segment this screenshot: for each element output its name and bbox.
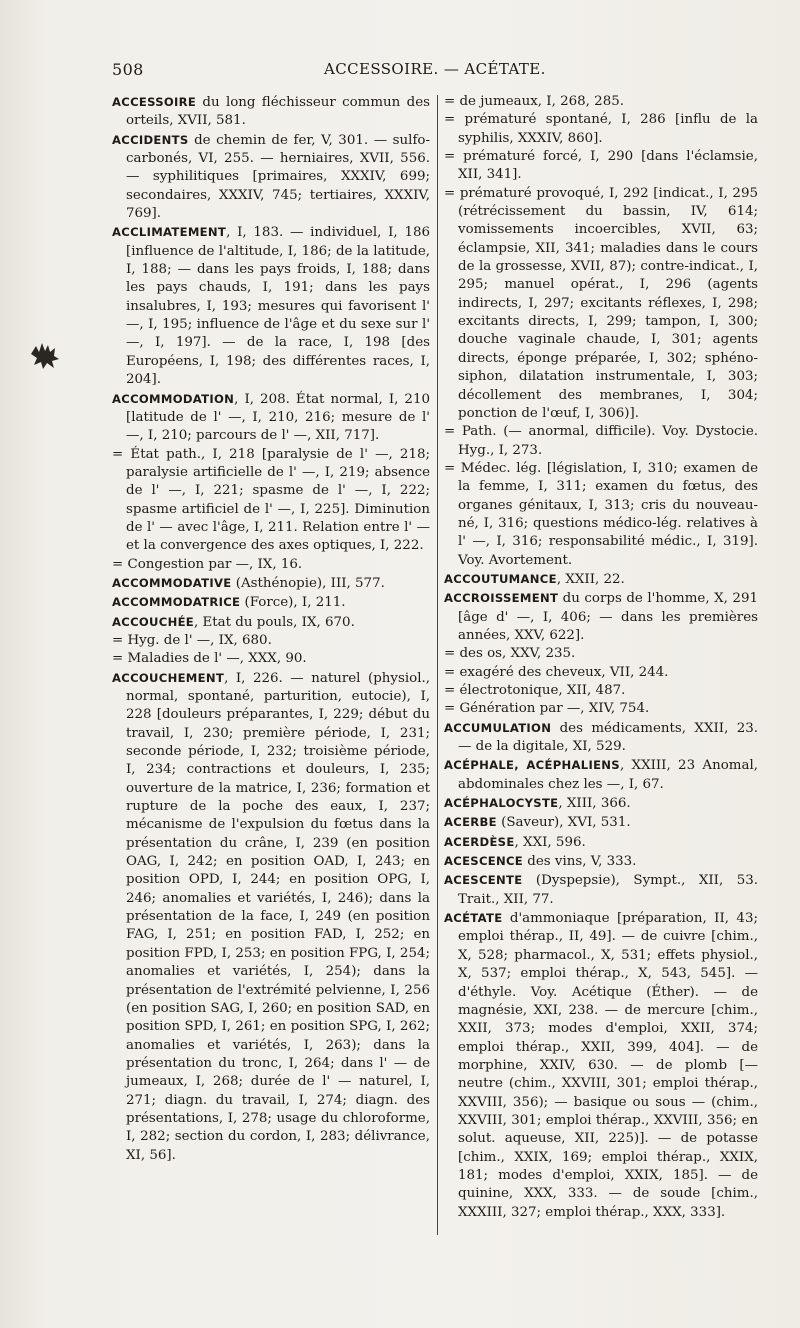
left-column xyxy=(112,93,430,1165)
entry-text: = prématuré provoqué, I, 292 [indicat., I, 295 (rétrécissement du bassin, IV, 614; vomissements incoercibles, XVII, 63; éclampsie, XII, 341; maladies dans le cours de la grossesse, XVII, 87); contre-indicat., I, 295; manuel opérat., I, 296 (agents indirects, I, 297; excitants réflexes, I, 298; excitants directs, I, 299; tampon, I, 300; douche vaginale chaude, I, 301; agents directs, éponge préparée, I, 302; sphéno-siphon, dilatation instrumentale, I, 303; décollement des membranes, I, 304; ponction de l'œuf, I, 306)]. xyxy=(444,185,758,421)
index-subentry xyxy=(444,664,758,682)
entry-text: = Médec. lég. [législation, I, 310; examen de la femme, I, 311; examen du fœtus, des organes génitaux, I, 313; cris du nouveau-né, I, 316; questions médico-lég. relatives à l' —, I, 316; responsabilité médic., I, 319]. Voy. Avortement. xyxy=(444,460,758,568)
index-entry xyxy=(112,223,430,389)
index-entry xyxy=(444,794,758,813)
entry-text: = État path., I, 218 [paralysie de l' —, 218; paralysie artificielle de l' —, I, 219; absence de l' —, I, 221; spasme de l' —, I, 222; spasme artificiel de l' —, I, 225]. Diminution de l' — avec l'âge, I, 211. Relation entre l' — et la convergence des axes optiques, I, 222. xyxy=(112,446,430,554)
index-entry xyxy=(112,613,430,632)
entry-text: = des os, XXV, 235. xyxy=(444,646,576,662)
entry-text: des vins, V, 333. xyxy=(523,854,637,870)
entry-text: = Congestion par —, IX, 16. xyxy=(112,556,303,572)
index-subentry xyxy=(444,423,758,460)
entry-text: , XIII, 366. xyxy=(558,796,631,812)
headword: ACESCENCE xyxy=(444,854,524,869)
index-entry xyxy=(444,909,758,1222)
headword: ACCOUCHÉE xyxy=(112,614,195,629)
headword: ACCIDENTS xyxy=(112,132,189,147)
headword: ACCOMMODATION xyxy=(112,391,235,406)
index-entry xyxy=(112,593,430,612)
index-subentry xyxy=(444,185,758,423)
index-subentry xyxy=(444,93,758,111)
entry-text: , XXII, 22. xyxy=(556,571,625,587)
entry-text: (Dyspepsie), Sympt., XII, 53. Trait., XII, 77. xyxy=(458,873,758,907)
ink-blot-mark xyxy=(28,340,62,370)
entry-text: de chemin de fer, V, 301. — sulfo-carbonés, VI, 255. — herniaires, XVII, 556. — syphilitiques [primaires, XXXIV, 699; secondaires, XXXIV, 745; tertiaires, XXXIV, 769]. xyxy=(126,132,430,222)
entry-text: , XXI, 596. xyxy=(514,834,586,850)
index-entry xyxy=(444,871,758,909)
index-subentry xyxy=(444,460,758,570)
entry-text: = Path. (— anormal, difficile). Voy. Dystocie. Hyg., I, 273. xyxy=(444,424,758,458)
headword: ACCUMULATION xyxy=(444,720,552,735)
headword: ACÉPHALOCYSTE xyxy=(444,796,559,811)
entry-text: = Génération par —, XIV, 754. xyxy=(444,701,650,717)
index-entry xyxy=(444,833,758,852)
entry-text: = de jumeaux, I, 268, 285. xyxy=(444,94,624,109)
entry-text: = Maladies de l' —, XXX, 90. xyxy=(112,651,307,667)
entry-text: du corps de l'homme, X, 291 [âge d' —, I, 406; — dans les premières années, XXV, 622]. xyxy=(458,591,758,643)
index-entry xyxy=(112,390,430,446)
entry-text: , I, 183. — individuel, I, 186 [influence de l'altitude, I, 186; de la latitude, I, 188; — dans les pays froids, I, 188; dans les pays chauds, I, 191; dans les pays insalubres, I, 193; mesures qui favorisent l' —, I, 195; influence de l'âge et du sexe sur l' —, I, 197]. — de la race, I, 198 [des Européens, I, 198; des différentes races, I, 204]. xyxy=(126,225,430,388)
entry-text: = Hyg. de l' —, IX, 680. xyxy=(112,632,272,648)
entry-text: = prématuré spontané, I, 286 [influ de la syphilis, XXXIV, 860]. xyxy=(444,112,758,146)
headword: ACCESSOIRE xyxy=(112,95,197,109)
column-divider xyxy=(437,95,438,1235)
entry-text: = prématuré forcé, I, 290 [dans l'éclamsie, XII, 341]. xyxy=(444,149,758,183)
headword: ACCOMMODATIVE xyxy=(112,575,232,590)
headword: ACERBE xyxy=(444,815,497,830)
index-subentry xyxy=(112,556,430,574)
headword: ACCLIMATEMENT xyxy=(112,225,227,240)
entry-text: (Saveur), XVI, 531. xyxy=(496,815,631,831)
index-entry xyxy=(112,669,430,1165)
entry-text: , XXIII, 23 Anomal, abdominales chez les —, I, 67. xyxy=(458,758,758,792)
headword: ACERDÈSE xyxy=(444,834,515,849)
headword: ACCROISSEMENT xyxy=(444,591,559,606)
index-subentry xyxy=(444,111,758,148)
page-header xyxy=(112,60,752,86)
index-entry xyxy=(112,574,430,593)
index-entry xyxy=(444,813,758,832)
headword: ACCOUTUMANCE xyxy=(444,571,557,586)
entry-text: = exagéré des cheveux, VII, 244. xyxy=(444,664,669,680)
index-entry xyxy=(444,756,758,794)
index-subentry xyxy=(112,446,430,556)
index-subentry xyxy=(444,700,758,718)
index-entry xyxy=(444,719,758,757)
page-number: 508 xyxy=(112,60,144,79)
headword: ACCOUCHEMENT xyxy=(112,670,225,685)
index-subentry xyxy=(444,645,758,663)
entry-text: , Etat du pouls, IX, 670. xyxy=(194,614,355,630)
headword: ACÉPHALE, ACÉPHALIENS xyxy=(444,758,620,773)
entry-text: = électrotonique, XII, 487. xyxy=(444,683,626,698)
index-subentry xyxy=(112,650,430,668)
entry-text: , I, 226. — naturel (physiol., normal, spontané, parturition, eutocie), I, 228 [douleurs préparantes, I, 229; début du travail, I, 230; première période, I, 231; seconde période, I, 232; troisième période, I, 234; contractions et douleurs, I, 235; ouverture de la matrice, I, 236; formation et rupture de la poche des eaux, I, 237; mécanisme de l'expulsion du fœtus dans la présentation du crâne, I, 239 (en position OAG, I, 242; en position OAD, I, 243; en position OPD, I, 244; en position OPG, I, 246; anomalies et variétés, I, 246); dans la présentation de la face, I, 249 (en position FAG, I, 251; en position FAD, I, 252; en position FPD, I, 253; en position FPG, I, 254; anomalies et variétés, I, 254); dans la présentation de l'extrémité pelvienne, I, 256 (en position SAG, I, 260; en position SAD, en position SPD, I, 261; en position SPG, I, 262; anomalies et variétés, I, 263); dans la présentation du tronc, I, 264; dans l' — de jumeaux, I, 268; durée de l' — naturel, I, 271; diagn. du travail, I, 274; diagn. des présentations, I, 278; usage du chloroforme, I, 282; section du cordon, I, 283; délivrance, XI, 56]. xyxy=(126,670,430,1163)
entry-text: (Force), I, 211. xyxy=(240,595,346,611)
index-entry xyxy=(112,93,430,131)
index-entry xyxy=(444,589,758,645)
headword: ACCOMMODATRICE xyxy=(112,595,241,610)
index-subentry xyxy=(444,682,758,700)
index-entry xyxy=(444,852,758,871)
index-subentry xyxy=(112,632,430,650)
running-head: ACCESSOIRE. — ACÉTATE. xyxy=(324,60,546,78)
right-column xyxy=(444,93,758,1222)
index-entry xyxy=(112,131,430,224)
entry-text: du long fléchisseur commun des orteils, XVII, 581. xyxy=(126,95,430,129)
entry-text: des médicaments, XXII, 23. — de la digitale, XI, 529. xyxy=(458,720,758,755)
headword: ACÉTATE xyxy=(444,911,503,926)
entry-text: d'ammoniaque [préparation, II, 43; emploi thérap., II, 49]. — de cuivre [chim., X, 528; pharmacol., X, 531; effets physiol., X, 537; emploi thérap., X, 543, 545]. — d'éthyle. Voy. Acétique (Éther). — de magnésie, XXI, 238. — de mercure [chim., XXII, 373; modes d'emploi, XXII, 374; emploi thérap., XXII, 399, 404]. — de morphine, XXIV, 630. — de plomb [— neutre (chim., XXVIII, 301; emploi thérap., XXVIII, 356); — basique ou sous — (chim., XXVIII, 301; emploi thérap., XXVIII, 356; en solut. aqueuse, XII, 225)]. — de potasse [chim., XXIX, 169; emploi thérap., XXIX, 181; modes d'emploi, XXIX, 185]. — de quinine, XXX, 333. — de soude [chim., XXXIII, 327; emploi thérap., XXX, 333]. xyxy=(458,911,758,1220)
entry-text: , I, 208. État normal, I, 210 [latitude de l' —, I, 210, 216; mesure de l' —, I, 210; parcours de l' —, XII, 717]. xyxy=(126,391,430,444)
entry-text: (Asthénopie), III, 577. xyxy=(231,575,385,591)
headword: ACESCENTE xyxy=(444,873,523,888)
index-entry xyxy=(444,570,758,589)
index-subentry xyxy=(444,148,758,185)
